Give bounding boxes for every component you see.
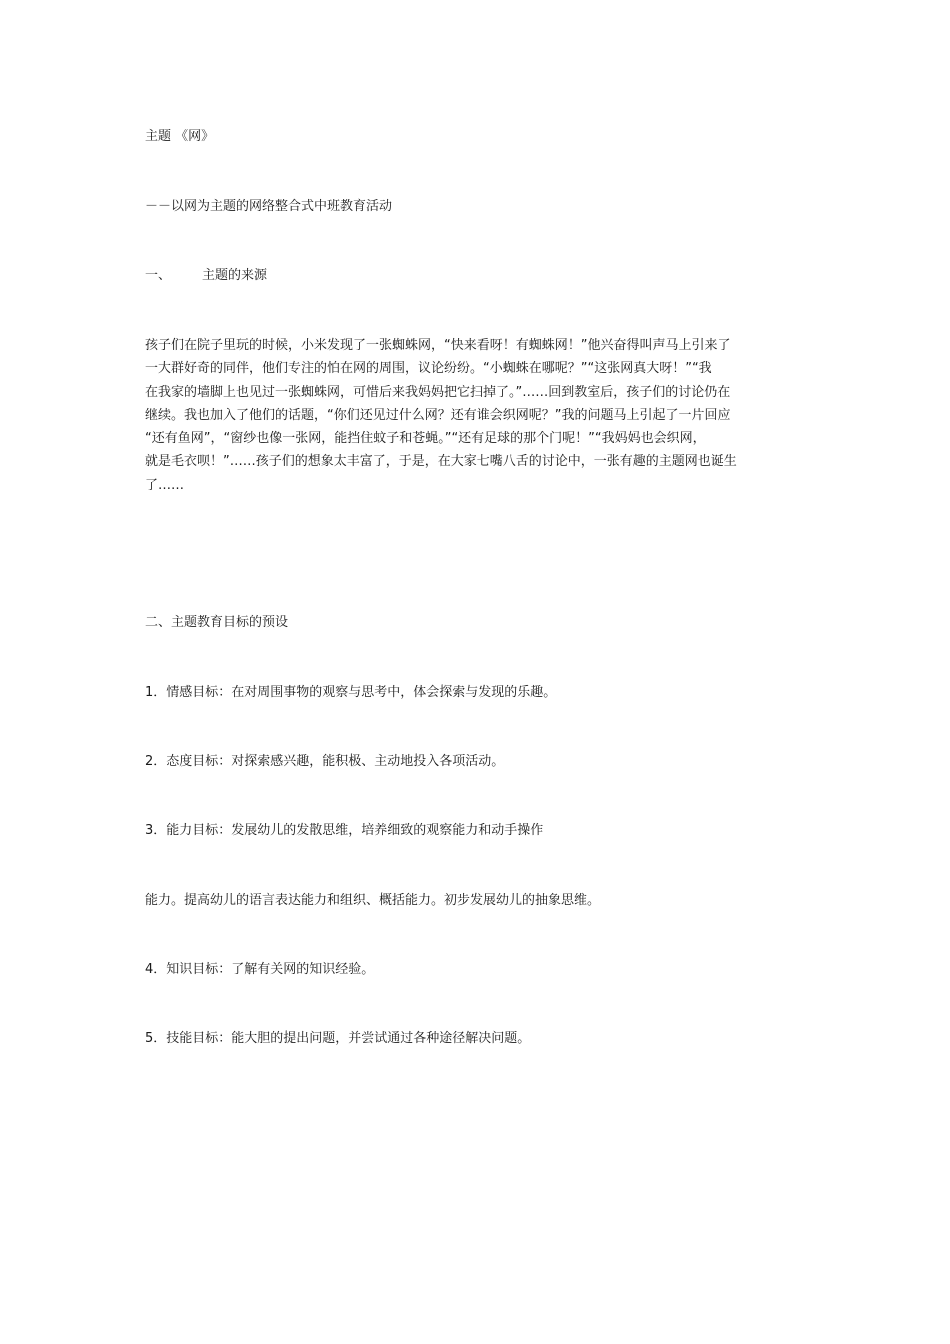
- section-1-heading: [145, 267, 267, 285]
- document-subtitle: －－以网为主题的网络整合式中班教育活动: [145, 199, 393, 214]
- paragraph-line: 了……: [145, 477, 185, 493]
- section-1-paragraph: [145, 334, 813, 497]
- section-2-heading: 二、主题教育目标的预设: [145, 615, 289, 630]
- goal-item: 2．态度目标：对探索感兴趣，能积极、主动地投入各项活动。: [145, 754, 505, 769]
- paragraph-line: 在我家的墙脚上也见过一张蜘蛛网，可惜后来我妈妈把它扫掉了。”……回到教室后，孩子们的讨论仍在: [145, 384, 731, 400]
- goal-item: 1．情感目标：在对周围事物的观察与思考中，体会探索与发现的乐趣。: [145, 685, 557, 700]
- goal-item: 3．能力目标：发展幼儿的发散思维，培养细致的观察能力和动手操作: [145, 823, 544, 838]
- goal-item-continuation: 能力。提高幼儿的语言表达能力和组织、概括能力。初步发展幼儿的抽象思维。: [145, 893, 601, 908]
- document-title: 主题 《网》: [145, 129, 215, 144]
- section-1-number: 一、: [145, 268, 172, 283]
- section-1-title: 主题的来源: [202, 268, 268, 283]
- paragraph-line: 孩子们在院子里玩的时候，小米发现了一张蜘蛛网，“快来看呀！有蜘蛛网！”他兴奋得叫声马上引来了: [145, 338, 731, 353]
- paragraph-line: 就是毛衣呗！”……孩子们的想象太丰富了，于是，在大家七嘴八舌的讨论中，一张有趣的主题网也诞生: [145, 454, 737, 470]
- paragraph-line: 一大群好奇的同伴，他们专注的怕在网的周围，议论纷纷。“小蜘蛛在哪呢？”“这张网真大呀！”“我: [145, 361, 712, 377]
- paragraph-line: 继续。我也加入了他们的话题，“你们还见过什么网？还有谁会织网呢？”我的问题马上引起了一片回应: [145, 407, 731, 423]
- goal-item: 4．知识目标：了解有关网的知识经验。: [145, 962, 375, 977]
- goal-item: 5．技能目标：能大胆的提出问题，并尝试通过各种途径解决问题。: [145, 1031, 531, 1046]
- paragraph-line: “还有鱼网”，“窗纱也像一张网，能挡住蚊子和苍蝇。”“还有足球的那个门呢！”“我妈妈也会织网，: [145, 431, 706, 447]
